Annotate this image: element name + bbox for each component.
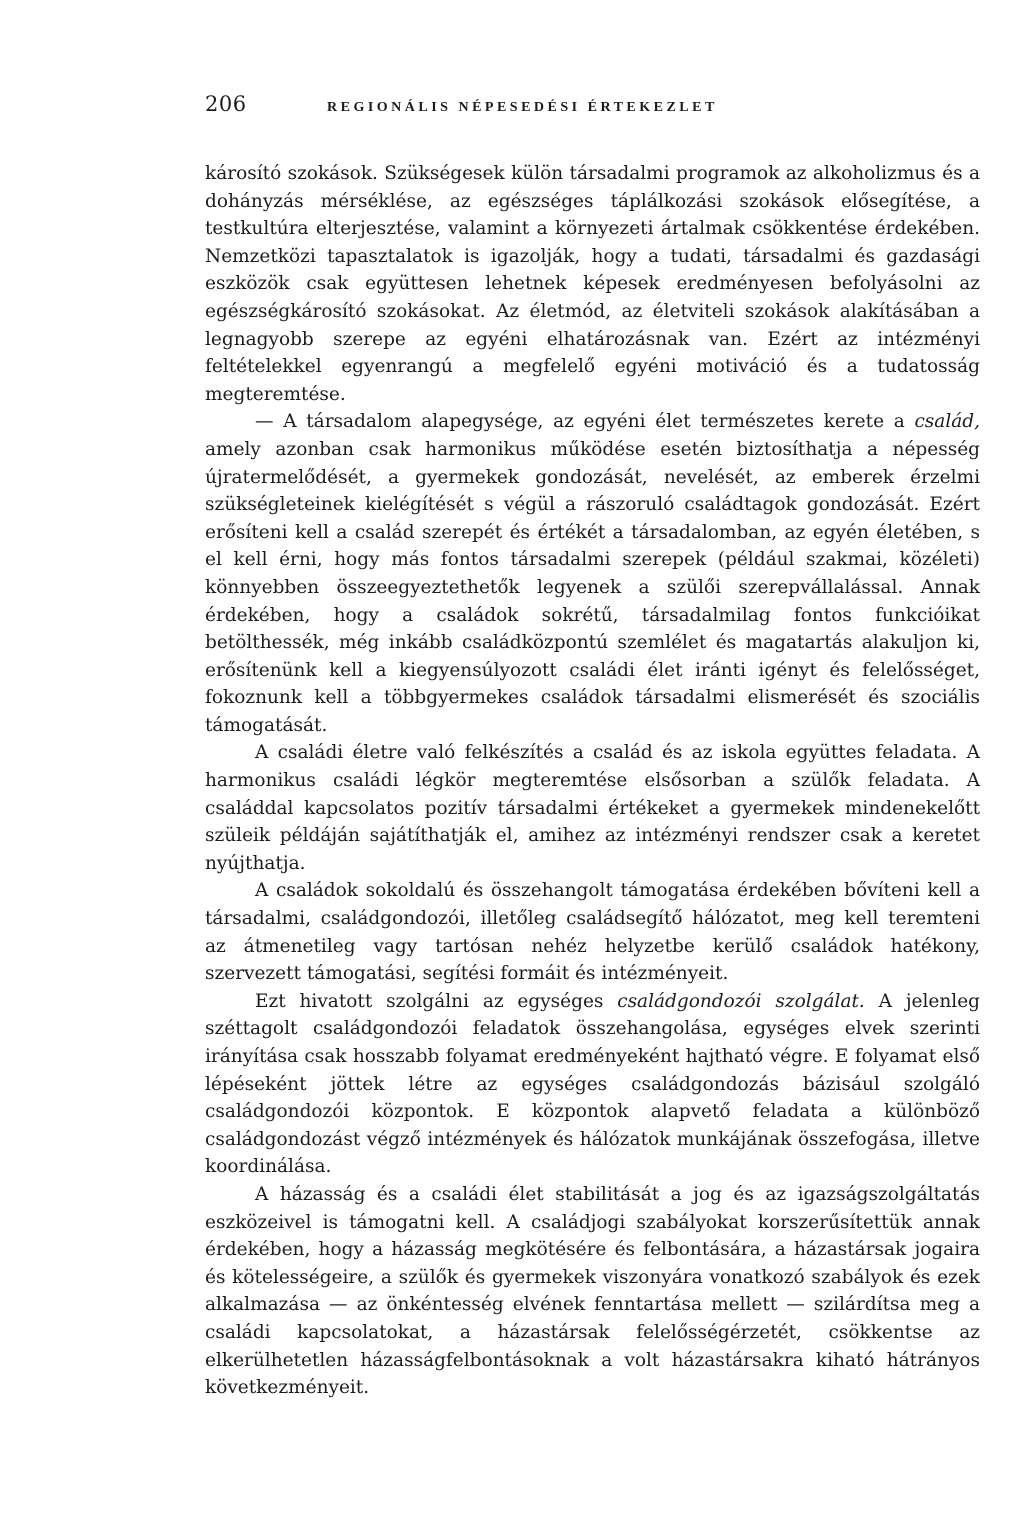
body-text [205,160,980,1402]
emphasis-text: család, [914,411,980,433]
text-run: A házasság és a családi élet stabilitását a jog és az igazságszolgáltatás eszközeivel is támogatni kell. A családjogi szabályokat korszerűsítettük annak érdekében, hogy a házasság megkötésére és felbontására, a házastársak jogaira és kötelességeire, a szülők és gyermekek viszonyára vonatkozó szabályok és ezek alkalmazása — az önkéntesség elvének fenntartása mellett — szilárdítsa meg a családi kapcsolatokat, a házastársak felelősségérzetét, csökkentse az elkerülhetetlen házasságfelbontásoknak a volt házastársakra kiható hátrányos következményeit. [205,1183,980,1399]
text-run: A jelenleg széttagolt családgondozói feladatok összehangolása, egységes elvek szerinti irányítása csak hosszabb folyamat eredményeként hajtható végre. E folyamat első lépéseként jöttek létre az egységes családgondozás bázisául szolgáló családgondozói központok. E központok alapvető feladata a különböző családgondozást végző intézmények és hálózatok munkájának összefogása, illetve koordinálása. [205,990,980,1178]
running-head [205,92,980,122]
paragraph-6 [205,1181,980,1402]
page-number: 206 [205,92,247,116]
paragraph-5 [205,988,980,1181]
paragraph-2 [205,408,980,739]
text-run: A családi életre való felkészítés a család és az iskola együttes feladata. A harmonikus családi légkör megteremtése elsősorban a szülők feladata. A családdal kapcsolatos pozitív társadalmi értékeket a gyermekek mindenekelőtt szüleik példáján sajátíthatják el, amihez az intézményi rendszer csak a keretet nyújthatja. [205,742,980,874]
page [205,92,980,1402]
text-run: — A társadalom alapegysége, az egyéni élet természetes kerete a [255,411,915,433]
emphasis-text: családgondozói szolgálat. [617,990,865,1012]
paragraph-4 [205,877,980,987]
paragraph-1 [205,160,980,408]
running-title: REGIONÁLIS NÉPESEDÉSI ÉRTEKEZLET [327,100,718,115]
text-run: károsító szokások. Szükségesek külön társadalmi programok az alkoholizmus és a dohányzás mérséklése, az egészséges táplálkozási szokások elősegítése, a testkultúra elterjesztése, valamint a környezeti ártalmak csökkentése érdekében. Nemzetközi tapasztalatok is igazolják, hogy a tudati, társadalmi és gazdasági eszközök csak együttesen lehetnek képesek eredményesen befolyásolni az egészségkárosító szokásokat. Az életmód, az életviteli szokások alakításában a legnagyobb szerepe az egyéni elhatározásnak van. Ezért az intézményi feltételekkel egyenrangú a megfelelő egyéni motiváció és a tudatosság megteremtése. [205,163,980,405]
paragraph-3 [205,739,980,877]
text-run: Ezt hivatott szolgálni az egységes [255,990,618,1012]
text-run: A családok sokoldalú és összehangolt támogatása érdekében bővíteni kell a társadalmi, családgondozói, illetőleg családsegítő hálózatot, meg kell teremteni az átmenetileg vagy tartósan nehéz helyzetbe kerülő családok hatékony, szervezett támogatási, segítési formáit és intézményeit. [205,880,980,985]
text-run: amely azonban csak harmonikus működése esetén biztosíthatja a népesség újratermelődését, a gyermekek gondozását, nevelését, az emberek érzelmi szükségleteinek kielégítését s végül a rászoruló családtagok gondozását. Ezért erősíteni kell a család szerepét és értékét a társadalomban, az egyén életében, s el kell érni, hogy más fontos társadalmi szerepek (például szakmai, közéleti) könnyebben összeegyeztethetők legyenek a szülői szerepvállalással. Annak érdekében, hogy a családok sokrétű, társadalmilag fontos funkcióikat betölthessék, még inkább családközpontú szemlélet és magatartás alakuljon ki, erősítenünk kell a kiegyensúlyozott családi élet iránti igényt és felelősséget, fokoznunk kell a többgyermekes családok társadalmi elismerését és szociális támogatását. [205,438,980,736]
